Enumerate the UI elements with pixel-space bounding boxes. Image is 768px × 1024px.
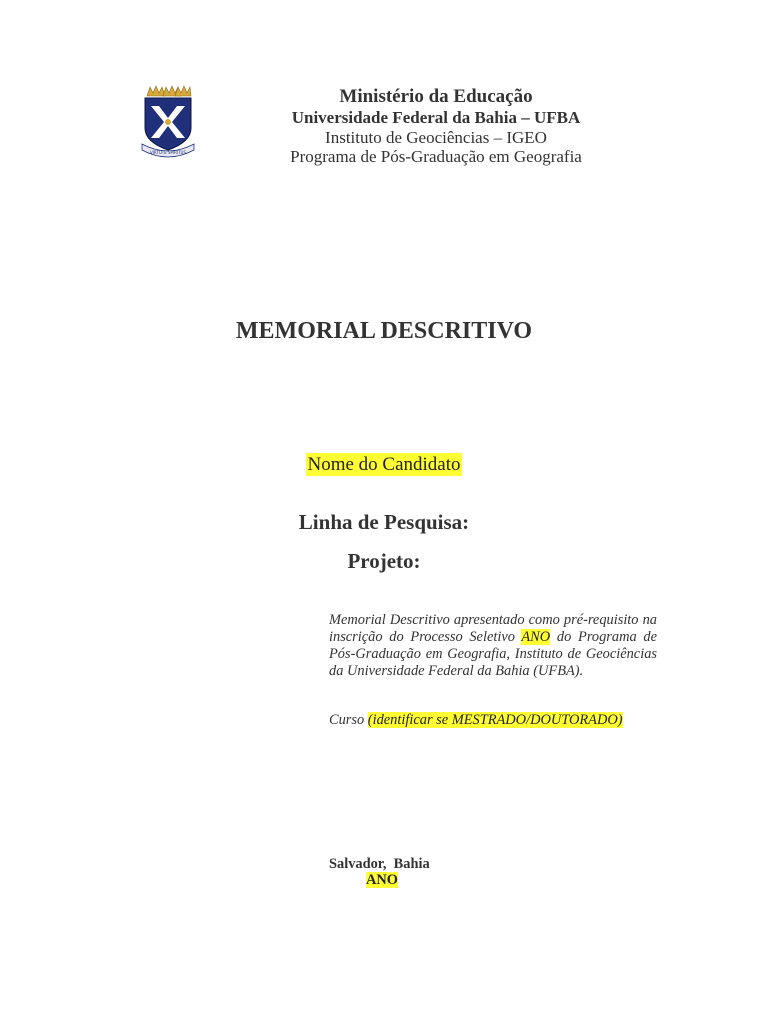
ministry-heading: Ministério da Educação xyxy=(339,86,533,107)
memorial-year-placeholder: ANO xyxy=(521,629,551,645)
footer-year-placeholder: ANO xyxy=(366,872,398,888)
year-line xyxy=(366,872,398,889)
document-title: MEMORIAL DESCRITIVO xyxy=(235,318,533,344)
candidate-name-block xyxy=(0,454,768,476)
memorial-text-before: Memorial Descritivo apresentado como pré-requisito na inscrição do Processo Seletivo xyxy=(329,612,657,645)
research-line-label: Linha de Pesquisa: xyxy=(298,510,470,534)
course-line xyxy=(329,712,623,729)
memorial-text-after: do Programa de Pós-Graduação em Geografia, Instituto de Geociências da Universidade Federal da Bahia (UFBA). xyxy=(329,629,657,679)
university-heading: Universidade Federal da Bahia – UFBA xyxy=(291,108,581,127)
ufba-logo xyxy=(139,84,197,162)
logo-motto: VIRTUTE SPIRITUS xyxy=(149,150,187,155)
crown-icon xyxy=(147,86,191,96)
institute-heading: Instituto de Geociências – IGEO xyxy=(325,128,547,147)
city-line: Salvador, Bahia xyxy=(329,856,430,872)
course-placeholder: (identificar se MESTRADO/DOUTORADO) xyxy=(367,712,623,728)
candidate-name: Nome do Candidato xyxy=(307,454,461,475)
course-label: Curso xyxy=(329,712,368,728)
project-label: Projeto: xyxy=(347,549,421,573)
program-heading: Programa de Pós-Graduação em Geografia xyxy=(290,147,582,166)
memorial-paragraph xyxy=(329,612,657,680)
